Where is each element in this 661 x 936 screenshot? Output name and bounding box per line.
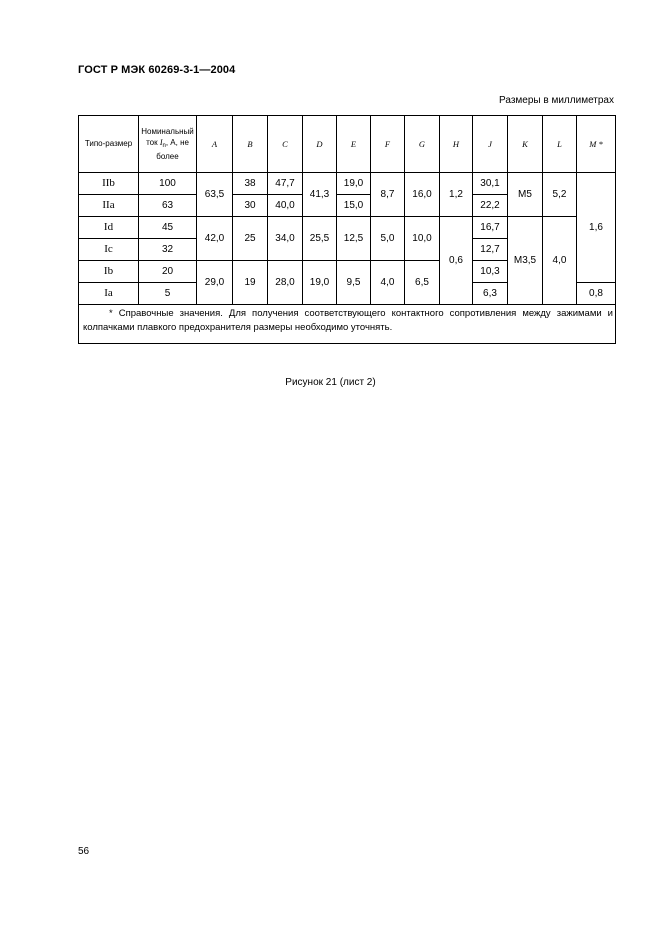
cell-D: 41,3 — [303, 173, 337, 217]
header-current-line1: Номинальный — [141, 126, 194, 136]
cell-G: 16,0 — [405, 173, 440, 217]
cell-current: 20 — [139, 261, 197, 283]
table-footnote-row — [79, 305, 616, 344]
table-row — [79, 217, 616, 239]
header-L: L — [543, 116, 577, 173]
cell-J: 30,1 — [473, 173, 508, 195]
header-type: Типо-размер — [79, 116, 139, 173]
cell-A: 42,0 — [197, 217, 233, 261]
cell-M: 1,6 — [577, 173, 616, 283]
table-footnote — [79, 305, 616, 344]
table-header-row — [79, 116, 616, 173]
cell-C: 34,0 — [268, 217, 303, 261]
cell-J: 6,3 — [473, 283, 508, 305]
cell-L: 5,2 — [543, 173, 577, 217]
cell-type: Ic — [79, 239, 139, 261]
cell-current: 5 — [139, 283, 197, 305]
cell-type: Ib — [79, 261, 139, 283]
cell-type: Ia — [79, 283, 139, 305]
header-C: C — [268, 116, 303, 173]
cell-A: 63,5 — [197, 173, 233, 217]
header-current-line3: более — [156, 151, 179, 161]
table-footnote-text: * Справочные значения. Для получения соответствующего контактного сопротивления между зажимами и колпачками плавкого предохранителя размеры необходимо уточнять. — [83, 308, 613, 333]
header-current-symbol: I — [159, 138, 163, 148]
header-current-line2-pre: ток — [146, 138, 158, 148]
cell-B: 38 — [233, 173, 268, 195]
cell-E: 15,0 — [337, 195, 371, 217]
cell-C: 40,0 — [268, 195, 303, 217]
cell-J: 16,7 — [473, 217, 508, 239]
cell-E: 19,0 — [337, 173, 371, 195]
cell-K: M5 — [508, 173, 543, 217]
cell-C: 47,7 — [268, 173, 303, 195]
cell-current: 100 — [139, 173, 197, 195]
header-F: F — [371, 116, 405, 173]
cell-B: 19 — [233, 261, 268, 305]
cell-current: 63 — [139, 195, 197, 217]
cell-G: 10,0 — [405, 217, 440, 261]
cell-H: 1,2 — [440, 173, 473, 217]
cell-D: 25,5 — [303, 217, 337, 261]
cell-current: 32 — [139, 239, 197, 261]
cell-G: 6,5 — [405, 261, 440, 305]
cell-E: 12,5 — [337, 217, 371, 261]
page-number: 56 — [78, 846, 90, 857]
cell-type: Id — [79, 217, 139, 239]
header-current-subscript: n — [162, 143, 166, 150]
header-M: M * — [577, 116, 616, 173]
document-header: ГОСТ Р МЭК 60269-3-1—2004 — [78, 64, 236, 76]
cell-D: 19,0 — [303, 261, 337, 305]
cell-B: 25 — [233, 217, 268, 261]
cell-F: 8,7 — [371, 173, 405, 217]
header-current-line2-post: , А, не — [165, 138, 189, 148]
cell-J: 22,2 — [473, 195, 508, 217]
cell-H: 0,6 — [440, 217, 473, 305]
cell-C: 28,0 — [268, 261, 303, 305]
header-A: A — [197, 116, 233, 173]
units-note: Размеры в миллиметрах — [499, 95, 614, 106]
header-G: G — [405, 116, 440, 173]
header-K: K — [508, 116, 543, 173]
header-E: E — [337, 116, 371, 173]
cell-J: 12,7 — [473, 239, 508, 261]
cell-B: 30 — [233, 195, 268, 217]
cell-A: 29,0 — [197, 261, 233, 305]
header-D: D — [303, 116, 337, 173]
cell-current: 45 — [139, 217, 197, 239]
cell-L: 4,0 — [543, 217, 577, 305]
header-H: H — [440, 116, 473, 173]
cell-E: 9,5 — [337, 261, 371, 305]
header-J: J — [473, 116, 508, 173]
cell-F: 4,0 — [371, 261, 405, 305]
dimensions-table — [78, 115, 616, 344]
cell-J: 10,3 — [473, 261, 508, 283]
header-B: B — [233, 116, 268, 173]
cell-F: 5,0 — [371, 217, 405, 261]
table-row — [79, 173, 616, 195]
figure-caption: Рисунок 21 (лист 2) — [285, 377, 376, 388]
cell-M: 0,8 — [577, 283, 616, 305]
cell-type: IIb — [79, 173, 139, 195]
cell-type: IIa — [79, 195, 139, 217]
cell-K: M3,5 — [508, 217, 543, 305]
header-rated-current — [139, 116, 197, 173]
